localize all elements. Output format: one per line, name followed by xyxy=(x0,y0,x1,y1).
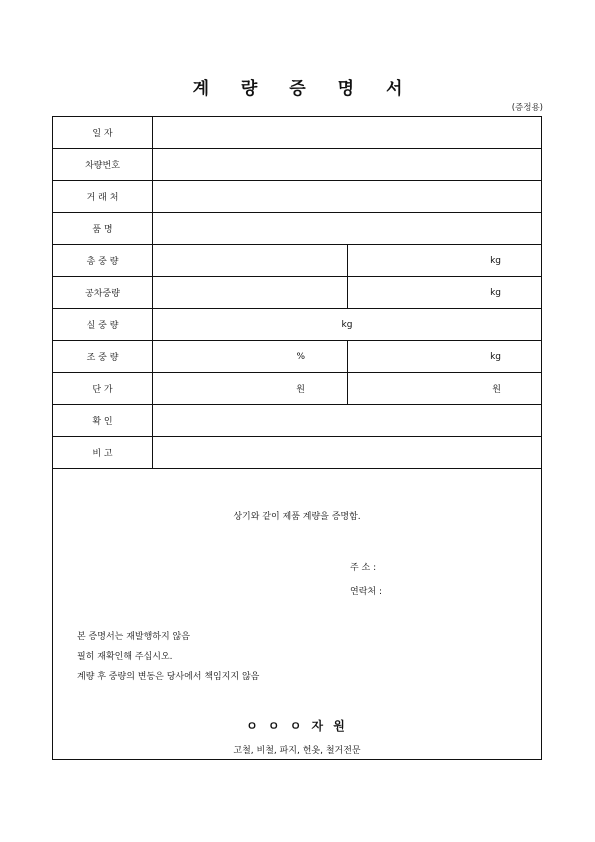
row-net-weight xyxy=(53,309,541,341)
row-label: 실 중 량 xyxy=(53,309,153,340)
notice-line: 본 증명서는 재발행하지 않음 xyxy=(77,632,190,642)
deduction-weight-field[interactable] xyxy=(348,341,541,372)
row-item-name xyxy=(53,213,541,245)
row-tare-weight xyxy=(53,277,541,309)
vehicle-number-field[interactable] xyxy=(153,149,541,180)
notice-line: 필히 재확인해 주십시오. xyxy=(77,652,173,662)
row-label: 일 자 xyxy=(53,117,153,148)
unit-label: 원 xyxy=(492,385,501,395)
unit-label: kg xyxy=(490,351,501,362)
row-label: 비 고 xyxy=(53,437,153,468)
remarks-field[interactable] xyxy=(153,437,541,468)
address-label: 주 소 : xyxy=(350,563,377,573)
tare-weight-field-right[interactable] xyxy=(348,277,541,308)
company-business: 고철, 비철, 파지, 헌옷, 철거전문 xyxy=(233,746,361,756)
notice-line: 계량 후 중량의 변동은 당사에서 책임지지 않음 xyxy=(77,672,260,682)
gross-weight-field-left[interactable] xyxy=(153,245,347,276)
phone-label: 연락처 : xyxy=(350,587,382,597)
row-label: 총 중 량 xyxy=(53,245,153,276)
row-vehicle-number xyxy=(53,149,541,181)
client-field[interactable] xyxy=(153,181,541,212)
row-label: 품 명 xyxy=(53,213,153,244)
certification-statement: 상기와 같이 제품 계량을 증명함. xyxy=(233,512,361,522)
unit-label: kg xyxy=(490,287,501,298)
unit-label: kg xyxy=(490,255,501,266)
company-name: ㅇ ㅇ ㅇ 자 원 xyxy=(246,719,348,733)
certificate-form xyxy=(52,116,542,760)
row-client xyxy=(53,181,541,213)
row-label: 공차중량 xyxy=(53,277,153,308)
row-gross-weight xyxy=(53,245,541,277)
document-title: 계 량 증 명 서 xyxy=(192,79,416,99)
row-unit-price xyxy=(53,373,541,405)
row-date xyxy=(53,117,541,149)
row-label: 단 가 xyxy=(53,373,153,404)
date-field[interactable] xyxy=(153,117,541,148)
unit-label: 원 xyxy=(296,385,305,395)
gross-weight-field-right[interactable] xyxy=(348,245,541,276)
row-label: 거 래 처 xyxy=(53,181,153,212)
deduction-percent-field[interactable] xyxy=(153,341,347,372)
tare-weight-field-left[interactable] xyxy=(153,277,347,308)
copy-type-label: (증정용) xyxy=(511,103,543,113)
unit-label: kg xyxy=(341,319,353,330)
row-label: 차량번호 xyxy=(53,149,153,180)
row-label: 조 중 량 xyxy=(53,341,153,372)
row-confirmation xyxy=(53,405,541,437)
row-label: 확 인 xyxy=(53,405,153,436)
row-deduction-weight xyxy=(53,341,541,373)
row-remarks xyxy=(53,437,541,469)
unit-label: % xyxy=(296,351,305,362)
item-name-field[interactable] xyxy=(153,213,541,244)
certificate-footer xyxy=(53,469,541,759)
amount-field[interactable] xyxy=(348,373,541,404)
net-weight-field[interactable] xyxy=(153,309,541,340)
unit-price-field[interactable] xyxy=(153,373,347,404)
confirmation-field[interactable] xyxy=(153,405,541,436)
